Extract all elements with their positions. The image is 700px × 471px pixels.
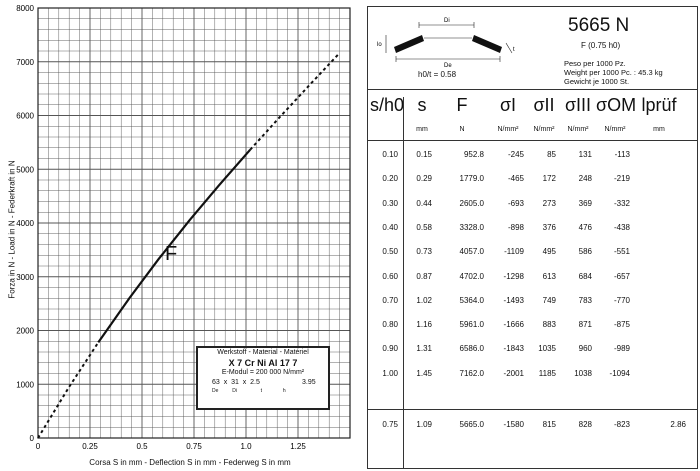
first-column-divider <box>403 97 404 468</box>
footer-cell: 815 <box>542 420 556 429</box>
table-cell: -1298 <box>503 271 524 281</box>
table-cell: -465 <box>507 174 524 184</box>
table-cell: 0.58 <box>416 222 432 232</box>
table-cell: -1493 <box>503 295 524 305</box>
footer-cell: -1580 <box>503 420 524 429</box>
header-divider <box>368 140 697 141</box>
footer-cell: 2.86 <box>670 420 686 429</box>
column-unit: N/mm² <box>533 126 555 133</box>
y-tick-label: 6000 <box>16 111 34 121</box>
table-cell: 1.31 <box>416 344 432 354</box>
table-cell: 0.87 <box>416 271 432 281</box>
footer-cell: -823 <box>613 420 630 429</box>
table-cell: 273 <box>542 198 556 208</box>
table-cell: 5961.0 <box>459 320 484 330</box>
y-tick-label: 8000 <box>16 4 34 13</box>
table-cell: 476 <box>578 222 592 232</box>
column-header: s <box>417 95 427 115</box>
table-cell: -245 <box>507 150 524 159</box>
table-cell: 1.45 <box>416 368 432 378</box>
table-cell: -657 <box>613 271 630 281</box>
table-cell: 783 <box>578 295 592 305</box>
x-tick-label: 0.5 <box>136 442 148 451</box>
y-axis-label: Forza in N - Load in N - Federkraft in N <box>7 160 17 299</box>
dim-t: 2.5 <box>250 379 260 386</box>
table-cell: 1.16 <box>416 320 432 330</box>
table-cell: -2001 <box>503 368 524 378</box>
table-cell: 952.8 <box>463 150 484 159</box>
table-cell: 1038 <box>574 368 592 378</box>
column-unit: mm <box>416 126 428 133</box>
table-cell: -551 <box>613 247 630 257</box>
table-cell: -1843 <box>503 344 524 354</box>
table-cell: 586 <box>578 247 592 257</box>
table-cell: 871 <box>578 320 592 330</box>
table-cell: 0.15 <box>416 150 432 159</box>
table-cell: 5364.0 <box>459 295 484 305</box>
footer-cell: 828 <box>578 420 592 429</box>
table-cell: 495 <box>542 247 556 257</box>
table-cell: -1094 <box>609 368 630 378</box>
table-cell: 0.10 <box>382 150 398 159</box>
y-tick-label: 4000 <box>16 219 34 228</box>
table-cell: 3328.0 <box>459 222 484 232</box>
table-cell: 0.29 <box>416 174 432 184</box>
table-cell: 0.30 <box>382 198 398 208</box>
table-cell: -989 <box>613 344 630 354</box>
table-cell: -693 <box>507 198 524 208</box>
label-t: t <box>513 47 515 53</box>
x-tick-label: 0 <box>35 442 41 451</box>
table-cell: -1666 <box>503 320 524 330</box>
x-tick-label: 1.25 <box>290 442 306 451</box>
label-de: De <box>444 63 452 69</box>
table-cell: 4057.0 <box>459 247 484 257</box>
table-cell: 1779.0 <box>459 174 484 184</box>
table-cell: 684 <box>578 271 592 281</box>
table-cell: 131 <box>578 150 592 159</box>
table-cell: 369 <box>578 198 592 208</box>
table-cell: 0.73 <box>416 247 432 257</box>
table-cell: 85 <box>547 150 556 159</box>
dim-symbols: De Di t h <box>212 388 286 394</box>
weight-line-en: Weight per 1000 Pc. : 45.3 kg <box>564 68 663 77</box>
table-cell: 1.00 <box>382 368 398 378</box>
weight-line-de: Gewicht je 1000 St. <box>564 77 630 86</box>
table-cell: -875 <box>613 320 630 330</box>
weight-line-it: Peso per 1000 Pz. <box>564 59 626 68</box>
table-cell: 6586.0 <box>459 344 484 354</box>
table-cell: -113 <box>614 150 630 159</box>
label-di: Di <box>444 18 450 24</box>
dim-x2: x <box>242 379 247 386</box>
column-unit: N/mm² <box>497 126 519 133</box>
dim-di: 31 <box>231 379 239 386</box>
table-cell: -332 <box>613 198 630 208</box>
column-unit: mm <box>653 126 665 133</box>
data-panel <box>367 6 698 469</box>
table-cell: 0.60 <box>382 271 398 281</box>
column-header: σII <box>533 95 555 115</box>
footer-cell: 0.75 <box>382 420 398 429</box>
table-cell: 0.50 <box>382 247 398 257</box>
table-cell: 0.44 <box>416 198 432 208</box>
dim-de: 63 <box>212 379 220 386</box>
table-cell: -219 <box>613 174 630 184</box>
column-header: σI <box>499 95 517 115</box>
table-cell: 883 <box>542 320 556 330</box>
label-lo: lo <box>377 42 382 48</box>
material-name: X 7 Cr Ni Al 17 7 <box>228 358 298 368</box>
x-tick-label: 1.0 <box>240 442 252 451</box>
modulus-text: E-Modul = 200 000 N/mm² <box>221 369 305 376</box>
x-tick-label: 0.75 <box>186 442 202 451</box>
table-cell: 0.90 <box>382 344 398 354</box>
column-unit: N/mm² <box>567 126 589 133</box>
table-cell: -898 <box>507 222 524 232</box>
panel-header <box>368 7 697 90</box>
footer-cell: 1.09 <box>416 420 432 429</box>
ratio-text: h0/t = 0.58 <box>418 70 457 79</box>
y-tick-label: 1000 <box>16 380 34 390</box>
part-number: 5665 N <box>568 15 630 36</box>
dim-x1: x <box>223 379 228 386</box>
table-cell: 1185 <box>538 368 556 378</box>
table-cell: 172 <box>542 174 556 184</box>
weight-info <box>564 59 663 86</box>
table-cell: 1035 <box>538 344 556 354</box>
dim-h: 3.95 <box>302 379 316 386</box>
disc-spring-diagram <box>374 13 544 75</box>
x-tick-label: 0.25 <box>82 442 98 451</box>
table-cell: 0.20 <box>382 174 398 184</box>
table-cell: -770 <box>613 295 630 305</box>
force-label: F (0.75 h0) <box>581 41 621 50</box>
footer-cell: 5665.0 <box>459 420 484 429</box>
column-header: lprüf <box>641 95 677 115</box>
table-cell: 2605.0 <box>459 198 484 208</box>
column-header: σIII <box>564 95 592 115</box>
table-cell: 4702.0 <box>459 271 484 281</box>
table-cell: -438 <box>613 222 630 232</box>
table-cell: 1.02 <box>416 295 432 305</box>
y-tick-label: 3000 <box>16 272 34 282</box>
table-cell: 0.80 <box>382 320 398 330</box>
table-cell: 376 <box>542 222 556 232</box>
series-f-line-dashed-end <box>250 53 339 150</box>
table-cell: 960 <box>578 344 592 354</box>
table-cell: 0.40 <box>382 222 398 232</box>
table-cell: 248 <box>578 174 592 184</box>
column-unit: N/mm² <box>604 126 626 133</box>
y-tick-label: 2000 <box>16 326 34 336</box>
column-header: F <box>456 95 468 115</box>
table-cell: 0.70 <box>382 295 398 305</box>
material-title: Werkstoff - Material - Matériel <box>217 349 309 356</box>
x-axis-label: Corsa S in mm - Deflection S in mm - Federweg S in mm <box>89 458 291 467</box>
column-unit: N <box>459 126 465 133</box>
column-header: s/h0 <box>370 95 405 115</box>
y-tick-label: 0 <box>29 434 34 443</box>
table-cell: 613 <box>542 271 556 281</box>
table-cell: 749 <box>542 295 556 305</box>
y-tick-label: 5000 <box>16 165 34 175</box>
y-tick-label: 7000 <box>16 57 34 67</box>
table-cell: -1109 <box>504 247 524 257</box>
table-cell: 7162.0 <box>459 368 484 378</box>
material-box <box>196 346 330 410</box>
dims-row <box>198 378 328 388</box>
footer-divider <box>368 409 697 410</box>
series-f-line-dashed-start <box>38 342 98 438</box>
curve-label-f: F <box>165 243 178 265</box>
column-header: σOM <box>596 95 637 115</box>
